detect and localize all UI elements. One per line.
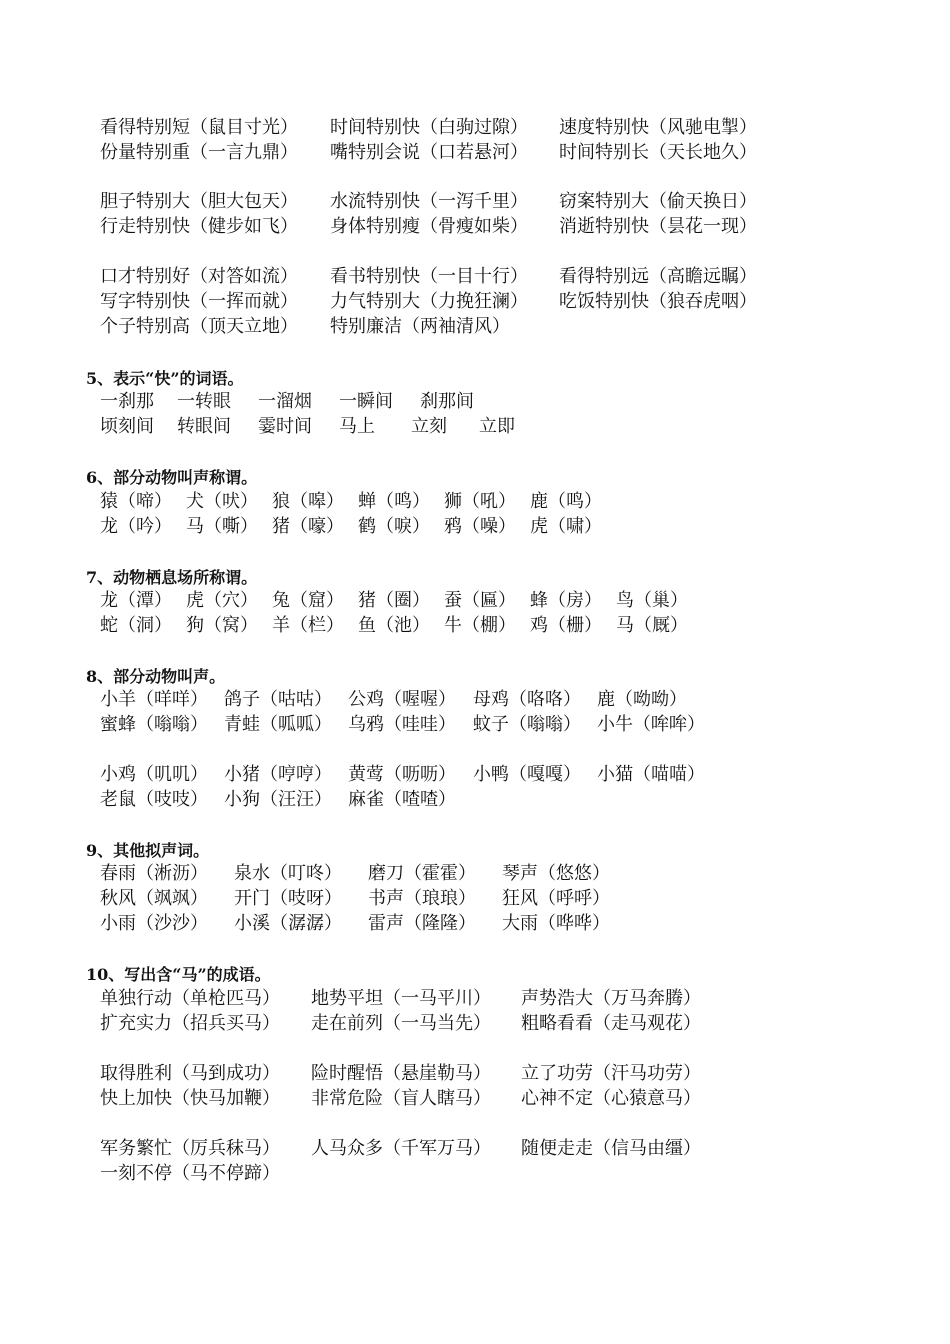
word-entry: 猪（嚎）	[272, 516, 344, 537]
idiom-entry: 口才特别好（对答如流）	[100, 266, 298, 287]
idiom-entry: 胆子特别大（胆大包天）	[100, 191, 298, 212]
word-entry: 立刻	[411, 416, 447, 437]
word-entry: 小鸭（嘎嘎）	[473, 764, 581, 785]
word-entry: 小羊（咩咩）	[100, 689, 208, 710]
idiom-entry: 时间特别长（天长地久）	[559, 142, 757, 163]
section-heading: 7、动物栖息场所称谓。	[86, 568, 258, 587]
idiom-entry: 人马众多（千军万马）	[311, 1138, 491, 1159]
word-entry: 母鸡（咯咯）	[473, 689, 581, 710]
word-entry: 小雨（沙沙）	[100, 913, 208, 934]
idiom-entry: 特别廉洁（两袖清风）	[330, 316, 510, 337]
word-entry: 虎（穴）	[186, 590, 258, 611]
idiom-entry: 消逝特别快（昙花一现）	[559, 216, 757, 237]
word-entry: 刹那间	[420, 391, 474, 412]
word-entry: 鸽子（咕咕）	[224, 689, 332, 710]
word-entry: 立即	[479, 416, 515, 437]
idiom-entry: 吃饭特别快（狼吞虎咽）	[559, 291, 757, 312]
idiom-entry: 单独行动（单枪匹马）	[100, 988, 280, 1009]
word-entry: 老鼠（吱吱）	[100, 789, 208, 810]
idiom-entry: 看书特别快（一目十行）	[330, 266, 528, 287]
word-entry: 鹿（鸣）	[530, 491, 602, 512]
word-entry: 鹤（唳）	[358, 516, 430, 537]
idiom-entry: 速度特别快（风驰电掣）	[559, 117, 757, 138]
word-entry: 大雨（哗哗）	[502, 913, 610, 934]
section-heading: 5、表示“快”的词语。	[86, 369, 244, 388]
word-entry: 青蛙（呱呱）	[224, 714, 332, 735]
word-entry: 开门（吱呀）	[234, 888, 342, 909]
idiom-entry: 写字特别快（一挥而就）	[100, 291, 298, 312]
idiom-entry: 力气特别大（力挽狂澜）	[330, 291, 528, 312]
section-heading: 6、部分动物叫声称谓。	[86, 468, 258, 487]
word-entry: 书声（琅琅）	[368, 888, 476, 909]
idiom-entry: 险时醒悟（悬崖勒马）	[311, 1063, 491, 1084]
word-entry: 一刹那	[100, 391, 154, 412]
idiom-entry: 嘴特别会说（口若悬河）	[330, 142, 528, 163]
word-entry: 秋风（飒飒）	[100, 888, 208, 909]
word-entry: 虎（啸）	[530, 516, 602, 537]
word-entry: 转眼间	[177, 416, 231, 437]
word-entry: 狂风（呼呼）	[502, 888, 610, 909]
idiom-entry: 水流特别快（一泻千里）	[330, 191, 528, 212]
word-entry: 麻雀（喳喳）	[348, 789, 456, 810]
section-heading: 9、其他拟声词。	[86, 841, 210, 860]
word-entry: 小狗（汪汪）	[224, 789, 332, 810]
word-entry: 猪（圈）	[358, 590, 430, 611]
word-entry: 一瞬间	[339, 391, 393, 412]
word-entry: 蛇（洞）	[100, 615, 172, 636]
word-entry: 羊（栏）	[272, 615, 344, 636]
word-entry: 黄莺（呖呖）	[348, 764, 456, 785]
idiom-entry: 看得特别短（鼠目寸光）	[100, 117, 298, 138]
word-entry: 小鸡（叽叽）	[100, 764, 208, 785]
word-entry: 泉水（叮咚）	[234, 863, 342, 884]
word-entry: 顷刻间	[100, 416, 154, 437]
word-entry: 猿（啼）	[100, 491, 172, 512]
section-heading: 8、部分动物叫声。	[86, 667, 226, 686]
word-entry: 狮（吼）	[444, 491, 516, 512]
word-entry: 磨刀（霍霍）	[368, 863, 476, 884]
idiom-entry: 份量特别重（一言九鼎）	[100, 142, 298, 163]
word-entry: 龙（潭）	[100, 590, 172, 611]
word-entry: 鸟（巢）	[616, 590, 688, 611]
word-entry: 狗（窝）	[186, 615, 258, 636]
word-entry: 鸡（栅）	[530, 615, 602, 636]
word-entry: 兔（窟）	[272, 590, 344, 611]
idiom-entry: 时间特别快（白驹过隙）	[330, 117, 528, 138]
word-entry: 公鸡（喔喔）	[348, 689, 456, 710]
word-entry: 春雨（淅沥）	[100, 863, 208, 884]
idiom-entry: 快上加快（快马加鞭）	[100, 1088, 280, 1109]
word-entry: 马（厩）	[616, 615, 688, 636]
word-entry: 牛（棚）	[444, 615, 516, 636]
word-entry: 蚊子（嗡嗡）	[473, 714, 581, 735]
idiom-entry: 一刻不停（马不停蹄）	[100, 1163, 280, 1184]
word-entry: 蜂（房）	[530, 590, 602, 611]
word-entry: 一转眼	[177, 391, 231, 412]
idiom-entry: 扩充实力（招兵买马）	[100, 1013, 280, 1034]
idiom-entry: 走在前列（一马当先）	[311, 1013, 491, 1034]
word-entry: 小猪（哼哼）	[224, 764, 332, 785]
idiom-entry: 看得特别远（高瞻远瞩）	[559, 266, 757, 287]
idiom-entry: 随便走走（信马由缰）	[521, 1138, 701, 1159]
word-entry: 乌鸦（哇哇）	[348, 714, 456, 735]
idiom-entry: 心神不定（心猿意马）	[521, 1088, 701, 1109]
word-entry: 一溜烟	[258, 391, 312, 412]
word-entry: 狼（嗥）	[272, 491, 344, 512]
word-entry: 蝉（鸣）	[358, 491, 430, 512]
word-entry: 蚕（匾）	[444, 590, 516, 611]
word-entry: 雷声（隆隆）	[368, 913, 476, 934]
idiom-entry: 地势平坦（一马平川）	[311, 988, 491, 1009]
word-entry: 小猫（喵喵）	[597, 764, 705, 785]
word-entry: 鹿（呦呦）	[597, 689, 687, 710]
idiom-entry: 行走特别快（健步如飞）	[100, 216, 298, 237]
idiom-entry: 粗略看看（走马观花）	[521, 1013, 701, 1034]
idiom-entry: 军务繁忙（厉兵秣马）	[100, 1138, 280, 1159]
word-entry: 小牛（哞哞）	[597, 714, 705, 735]
idiom-entry: 非常危险（盲人瞎马）	[311, 1088, 491, 1109]
idiom-entry: 取得胜利（马到成功）	[100, 1063, 280, 1084]
word-entry: 犬（吠）	[186, 491, 258, 512]
idiom-entry: 身体特别瘦（骨瘦如柴）	[330, 216, 528, 237]
word-entry: 霎时间	[258, 416, 312, 437]
word-entry: 马（嘶）	[186, 516, 258, 537]
word-entry: 鱼（池）	[358, 615, 430, 636]
word-entry: 鸦（噪）	[444, 516, 516, 537]
section-heading: 10、写出含“马”的成语。	[86, 965, 271, 984]
word-entry: 龙（吟）	[100, 516, 172, 537]
word-entry: 马上	[339, 416, 375, 437]
idiom-entry: 窃案特别大（偷天换日）	[559, 191, 757, 212]
word-entry: 琴声（悠悠）	[502, 863, 610, 884]
idiom-entry: 立了功劳（汗马功劳）	[521, 1063, 701, 1084]
idiom-entry: 声势浩大（万马奔腾）	[521, 988, 701, 1009]
word-entry: 小溪（潺潺）	[234, 913, 342, 934]
idiom-entry: 个子特别高（顶天立地）	[100, 316, 298, 337]
word-entry: 蜜蜂（嗡嗡）	[100, 714, 208, 735]
